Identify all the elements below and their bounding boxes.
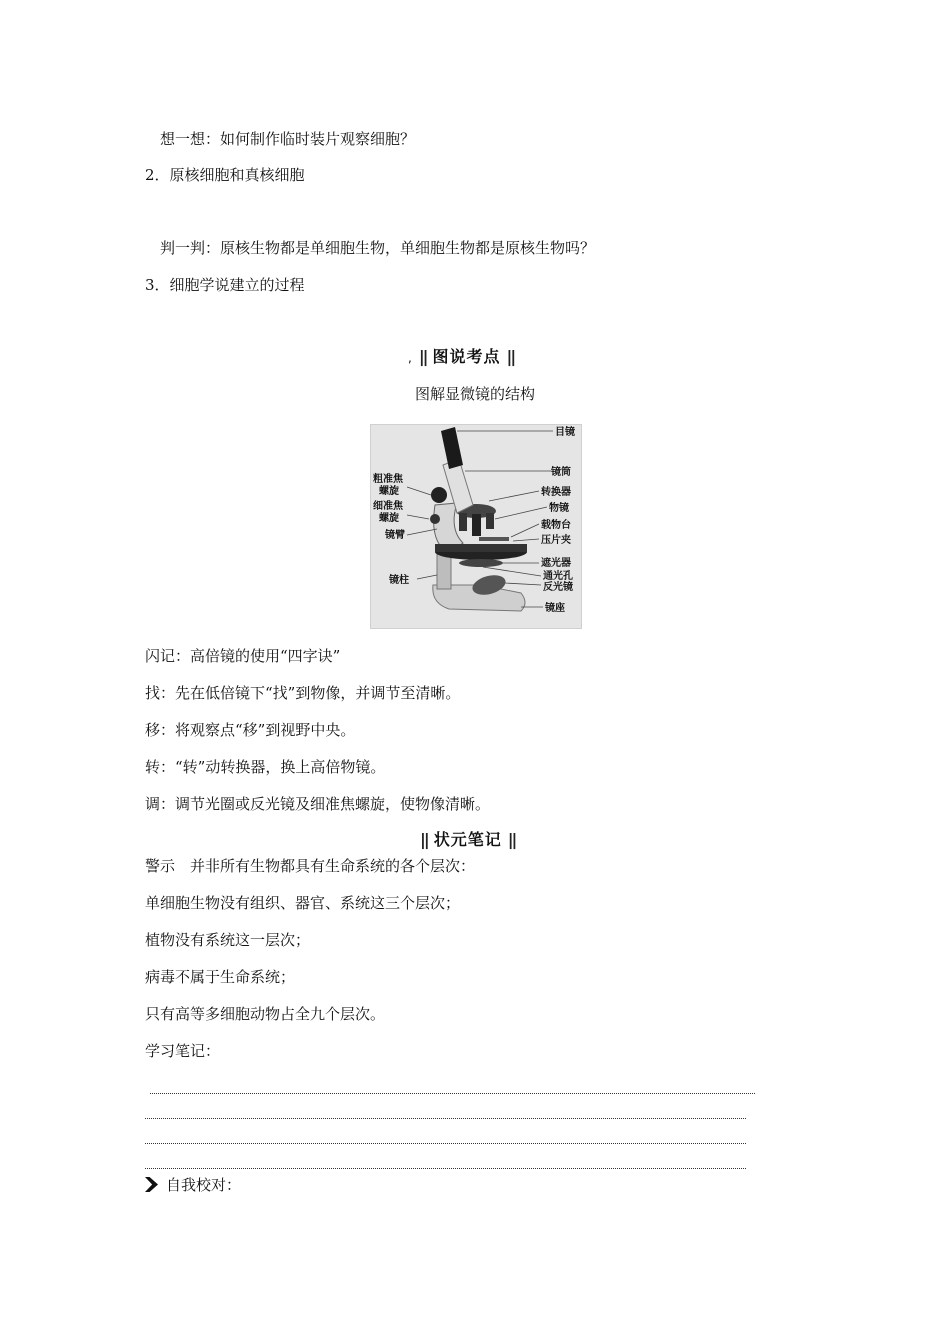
self-check bbox=[145, 1174, 241, 1195]
label-clip: 压片夹 bbox=[541, 535, 571, 546]
label-coarse-1: 粗准焦 bbox=[373, 474, 403, 485]
mnemonic-step: 移：将观察点“移”到视野中央。 bbox=[145, 721, 356, 739]
bars-right-icon: || bbox=[506, 347, 515, 366]
section-2-title: 2．原核细胞和真核细胞 bbox=[145, 166, 305, 184]
notes-line bbox=[145, 1168, 746, 1169]
judge-prompt: 判一判：原核生物都是单细胞生物，单细胞生物都是原核生物吗？ bbox=[160, 239, 596, 257]
heading-mark: , bbox=[408, 351, 413, 365]
section-3-title: 3．细胞学说建立的过程 bbox=[145, 276, 305, 294]
label-stage: 载物台 bbox=[541, 520, 571, 531]
figure-caption: 图解显微镜的结构 bbox=[414, 385, 535, 403]
notes-line bbox=[145, 1143, 746, 1144]
mnemonic-step: 转：“转”动转换器，换上高倍物镜。 bbox=[145, 758, 386, 776]
notes-heading-text: 状元笔记 bbox=[433, 830, 502, 849]
bars-left-icon: || bbox=[420, 830, 428, 849]
label-fine-2: 螺旋 bbox=[379, 513, 399, 524]
mnemonic-title: 闪记：高倍镜的使用“四字诀” bbox=[145, 647, 341, 665]
diagram-heading-text: 图说考点 bbox=[432, 347, 501, 366]
bars-right-icon: || bbox=[507, 830, 516, 849]
bars-left-icon: || bbox=[418, 347, 427, 366]
label-arm: 镜臂 bbox=[385, 530, 405, 541]
diagram-section-heading bbox=[408, 344, 520, 367]
study-notes-label: 学习笔记： bbox=[145, 1042, 221, 1060]
label-base: 镜座 bbox=[545, 603, 565, 614]
think-prompt: 想一想：如何制作临时装片观察细胞？ bbox=[160, 130, 416, 148]
notes-section-heading bbox=[414, 827, 521, 850]
label-aperture: 通光孔 bbox=[543, 571, 573, 582]
label-fine-1: 细准焦 bbox=[373, 501, 403, 512]
notes-line bbox=[150, 1093, 755, 1094]
warning-item: 病毒不属于生命系统； bbox=[145, 968, 296, 986]
label-coarse-2: 螺旋 bbox=[379, 486, 399, 497]
notes-line bbox=[145, 1118, 746, 1119]
label-pillar: 镜柱 bbox=[389, 575, 409, 586]
warning-item: 单细胞生物没有组织、器官、系统这三个层次； bbox=[145, 894, 461, 912]
label-eyepiece: 目镜 bbox=[555, 427, 575, 438]
warning-text: 警示 并非所有生物都具有生命系统的各个层次： bbox=[145, 857, 476, 875]
label-mirror: 反光镜 bbox=[543, 582, 573, 593]
arrow-right-icon bbox=[145, 1177, 158, 1192]
warning-item: 只有高等多细胞动物占全九个层次。 bbox=[145, 1005, 386, 1023]
warning-item: 植物没有系统这一层次； bbox=[145, 931, 311, 949]
mnemonic-step: 调：调节光圈或反光镜及细准焦螺旋，使物像清晰。 bbox=[145, 795, 491, 813]
mnemonic-step: 找：先在低倍镜下“找”到物像，并调节至清晰。 bbox=[145, 684, 461, 702]
label-tube: 镜筒 bbox=[551, 467, 571, 478]
self-check-label: 自我校对： bbox=[166, 1176, 242, 1194]
label-objective: 物镜 bbox=[549, 503, 569, 514]
microscope-diagram bbox=[370, 424, 582, 629]
label-nosepiece: 转换器 bbox=[541, 487, 571, 498]
label-diaphragm: 遮光器 bbox=[541, 558, 571, 569]
microscope-drawing bbox=[371, 425, 581, 628]
